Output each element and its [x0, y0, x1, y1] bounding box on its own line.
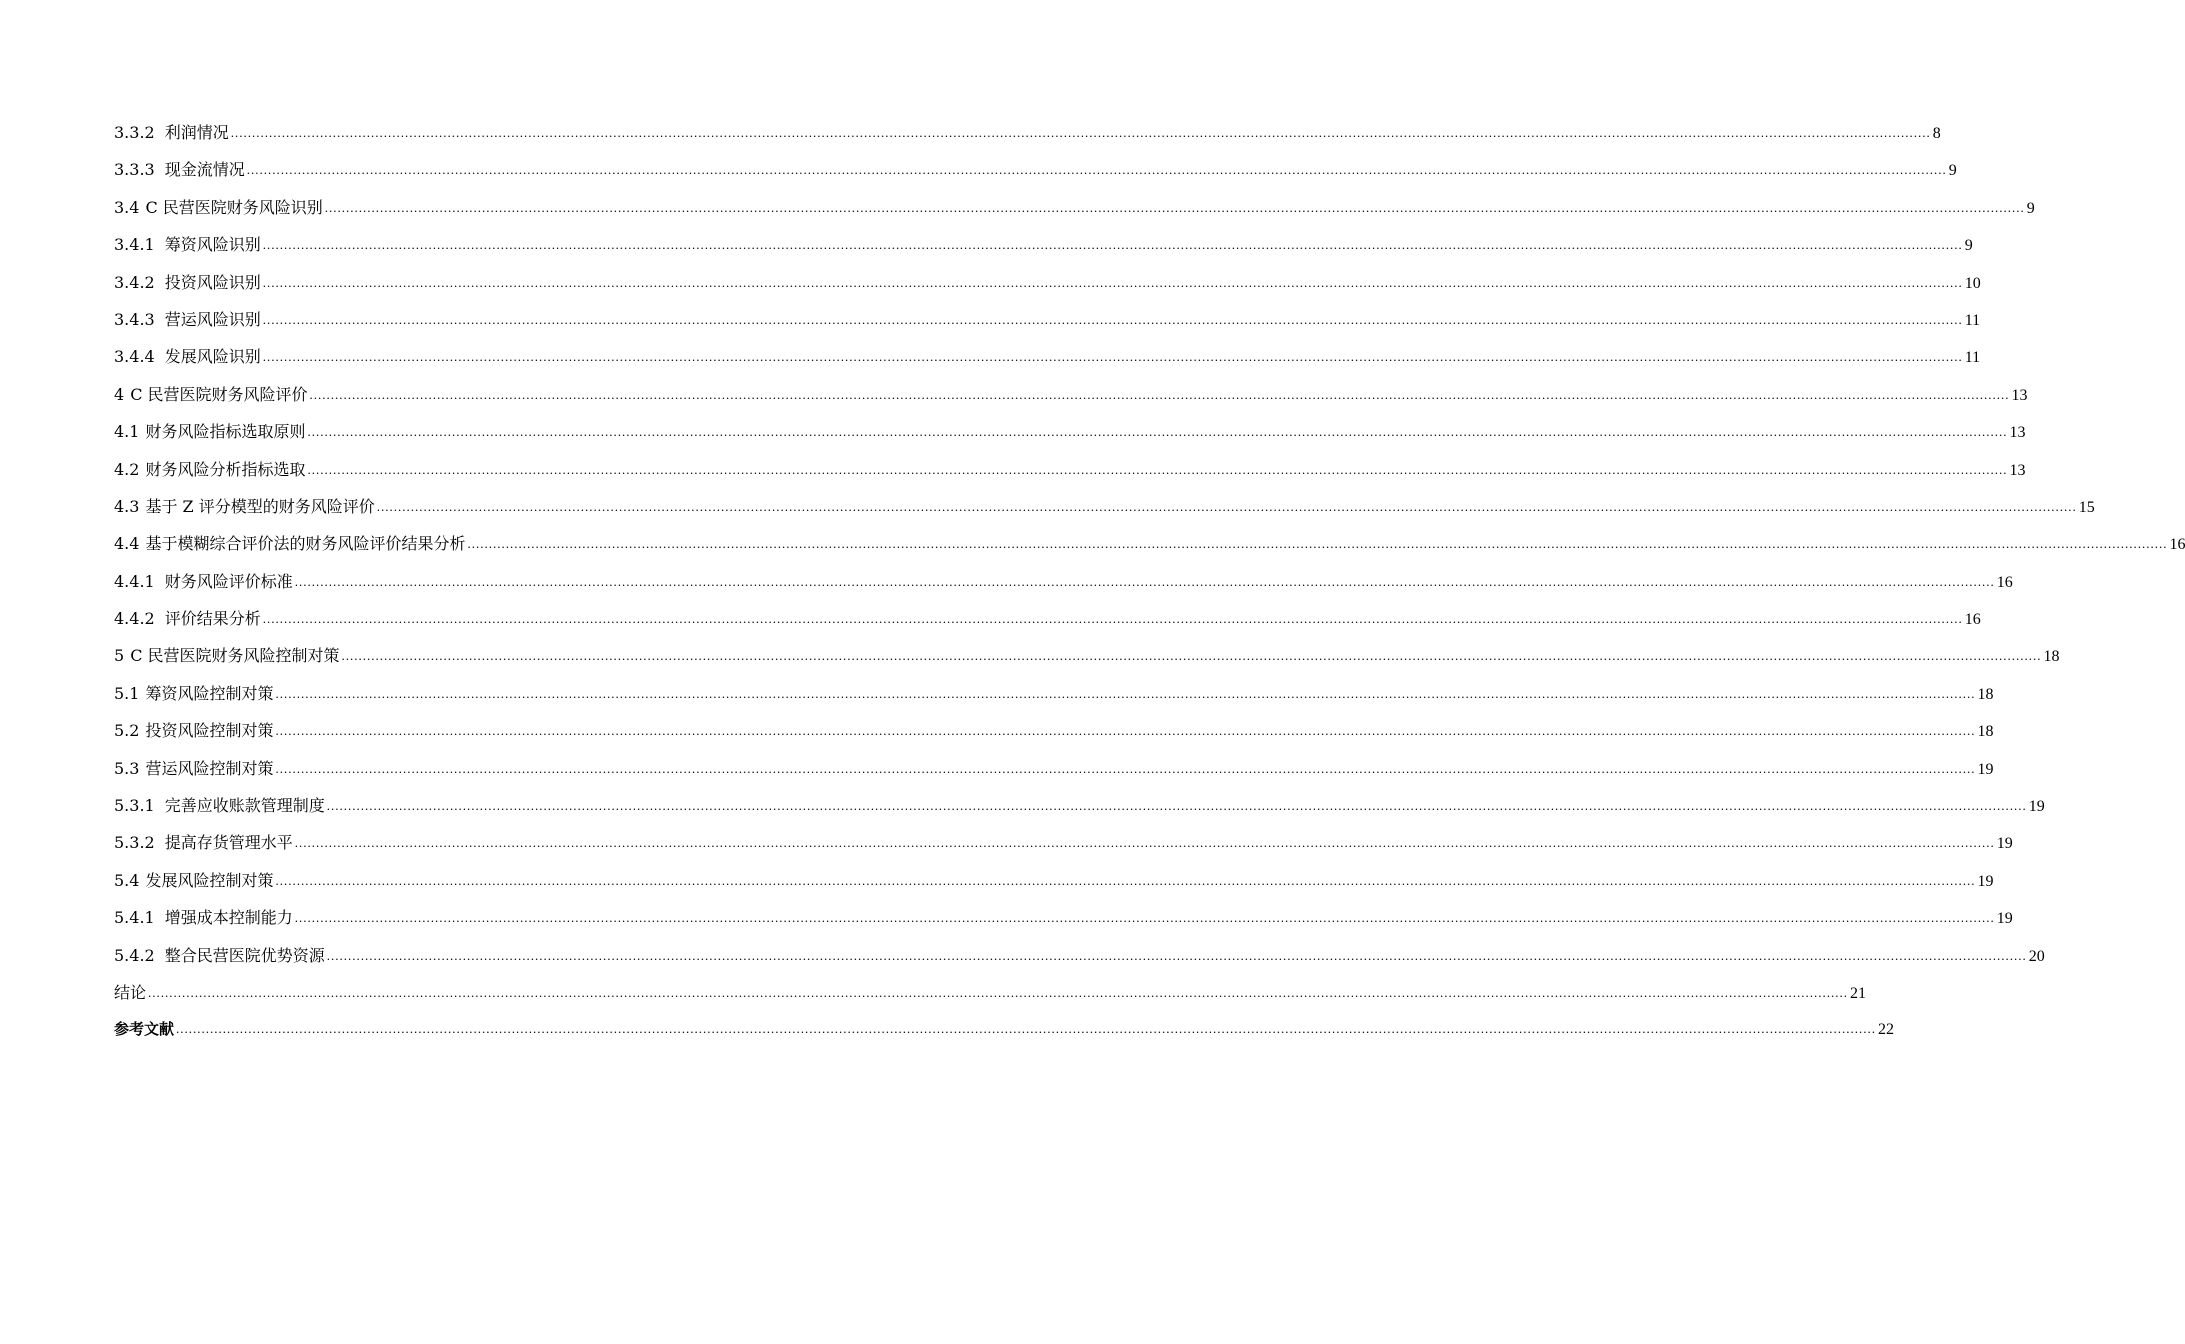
- toc-dot-leader: ................................................................................................................................................................................................................................................................................................................................................................................................................: [148, 984, 1849, 1000]
- toc-entry[interactable]: [114, 824, 2013, 861]
- toc-entry-page: 9: [1964, 237, 1973, 255]
- toc-entry-title: 投资风险控制对策: [145, 721, 274, 741]
- toc-entry-page: 16: [1996, 573, 2013, 591]
- toc-entry-page: 13: [2009, 424, 2026, 442]
- toc-entry-page: 18: [1977, 685, 1994, 703]
- toc-dot-leader: ................................................................................................................................................................................................................................................................................................................................................................................................................: [176, 1021, 1877, 1037]
- toc-dot-leader: ................................................................................................................................................................................................................................................................................................................................................................................................................: [294, 573, 1995, 589]
- toc-dot-leader: ................................................................................................................................................................................................................................................................................................................................................................................................................: [262, 349, 1963, 365]
- toc-entry-page: 18: [1977, 723, 1994, 741]
- toc-entry-page: 19: [1996, 835, 2013, 853]
- toc-entry-number: 5: [114, 646, 125, 666]
- toc-dot-leader: ................................................................................................................................................................................................................................................................................................................................................................................................................: [294, 910, 1995, 926]
- toc-entry-page: 13: [2011, 386, 2028, 404]
- toc-entry-page: 15: [2078, 498, 2095, 516]
- toc-entry-number: 5.3.2: [114, 833, 155, 853]
- toc-entry-number: 4.4.2: [114, 609, 155, 629]
- toc-entry-title: 投资风险识别: [164, 272, 261, 292]
- toc-entry-number: 3.4.4: [114, 347, 155, 367]
- toc-entry-number: 3.4.2: [114, 272, 155, 292]
- toc-entry-number: 3.4.3: [114, 309, 155, 329]
- toc-entry-title: 结论: [114, 982, 147, 1002]
- toc-entry-title: 整合民营医院优势资源: [164, 945, 325, 965]
- toc-entry-page: 19: [1977, 872, 1994, 890]
- toc-entry-number: 4.1: [114, 422, 140, 442]
- toc-entry-number: 5.1: [114, 683, 140, 703]
- toc-entry[interactable]: [114, 488, 2095, 525]
- toc-dot-leader: ................................................................................................................................................................................................................................................................................................................................................................................................................: [275, 723, 1976, 739]
- toc-dot-leader: ................................................................................................................................................................................................................................................................................................................................................................................................................: [341, 648, 2042, 664]
- toc-dot-leader: ................................................................................................................................................................................................................................................................................................................................................................................................................: [376, 498, 2077, 514]
- toc-entry[interactable]: [114, 787, 2045, 824]
- toc-entry-title: 发展风险识别: [164, 347, 261, 367]
- toc-dot-leader: ................................................................................................................................................................................................................................................................................................................................................................................................................: [275, 760, 1976, 776]
- toc-entry-title: 财务风险分析指标选取: [145, 459, 306, 479]
- toc-entry-page: 9: [2026, 199, 2035, 217]
- toc-entry-title: 营运风险控制对策: [145, 758, 274, 778]
- toc-entry-number: 5.4: [114, 870, 140, 890]
- toc-entry-title: 筹资风险控制对策: [145, 683, 274, 703]
- toc-entry-number: 5.4.1: [114, 908, 155, 928]
- toc-entry[interactable]: [114, 376, 2028, 413]
- toc-entry-page: 9: [1948, 162, 1957, 180]
- toc-entry[interactable]: [114, 750, 1994, 787]
- toc-entry-page: 16: [2169, 536, 2185, 554]
- toc-entry-title: 完善应收账款管理制度: [164, 796, 325, 816]
- toc-entry-title: 利润情况: [164, 123, 229, 142]
- toc-entry-title: 财务风险指标选取原则: [145, 422, 306, 442]
- toc-entry[interactable]: [114, 563, 2013, 600]
- toc-entry-page: 19: [1996, 910, 2013, 928]
- toc-entry-page: 18: [2043, 648, 2060, 666]
- toc-dot-leader: ................................................................................................................................................................................................................................................................................................................................................................................................................: [309, 386, 2010, 402]
- toc-entry-title: 增强成本控制能力: [164, 908, 293, 928]
- toc-entry-title: 现金流情况: [164, 160, 245, 180]
- toc-entry[interactable]: [114, 226, 1973, 263]
- toc-entry-title: 提高存货管理水平: [164, 833, 293, 853]
- toc-entry-title: C 民营医院财务风险控制对策: [130, 646, 340, 666]
- toc-entry-number: 4.2: [114, 459, 140, 479]
- toc-dot-leader: ................................................................................................................................................................................................................................................................................................................................................................................................................: [307, 461, 2008, 477]
- toc-entry-number: 4.3: [114, 496, 140, 516]
- toc-dot-leader: ................................................................................................................................................................................................................................................................................................................................................................................................................: [294, 835, 1995, 851]
- toc-entry-page: 13: [2009, 461, 2026, 479]
- toc-entry-number: 3.3.2: [114, 123, 155, 142]
- toc-entry-page: 22: [1878, 1021, 1895, 1039]
- toc-dot-leader: ................................................................................................................................................................................................................................................................................................................................................................................................................: [262, 311, 1963, 327]
- toc-entry-page: 11: [1964, 349, 1981, 367]
- toc-dot-leader: ................................................................................................................................................................................................................................................................................................................................................................................................................: [262, 274, 1963, 290]
- toc-dot-leader: ................................................................................................................................................................................................................................................................................................................................................................................................................: [324, 199, 2025, 215]
- toc-entry-page: 21: [1850, 984, 1867, 1002]
- toc-entry[interactable]: [114, 974, 1867, 1011]
- toc-entry[interactable]: [114, 600, 1981, 637]
- toc-entry-title: 发展风险控制对策: [145, 870, 274, 890]
- toc-entry[interactable]: [114, 525, 2185, 562]
- toc-entry-title: 基于模糊综合评价法的财务风险评价结果分析: [145, 534, 466, 554]
- toc-dot-leader: ................................................................................................................................................................................................................................................................................................................................................................................................................: [275, 872, 1976, 888]
- toc-entry-page: 20: [2028, 947, 2045, 965]
- toc-entry-title: 筹资风险识别: [164, 235, 261, 255]
- toc-entry-title: C 民营医院财务风险识别: [145, 197, 323, 217]
- toc-dot-leader: ................................................................................................................................................................................................................................................................................................................................................................................................................: [230, 125, 1931, 140]
- toc-dot-leader: ................................................................................................................................................................................................................................................................................................................................................................................................................: [326, 798, 2027, 814]
- toc-entry[interactable]: [114, 937, 2045, 974]
- toc-entry[interactable]: [114, 1011, 1895, 1048]
- toc-entry-title: 评价结果分析: [164, 609, 261, 629]
- toc-dot-leader: ................................................................................................................................................................................................................................................................................................................................................................................................................: [467, 536, 2168, 552]
- toc-entry-page: 19: [1977, 760, 1994, 778]
- toc-entry[interactable]: [114, 413, 2026, 450]
- toc-dot-leader: ................................................................................................................................................................................................................................................................................................................................................................................................................: [275, 685, 1976, 701]
- toc-entry[interactable]: [114, 712, 1994, 749]
- toc-dot-leader: ................................................................................................................................................................................................................................................................................................................................................................................................................: [307, 424, 2008, 440]
- table-of-contents: [114, 114, 2185, 1049]
- toc-entry[interactable]: [114, 338, 1981, 375]
- toc-dot-leader: ................................................................................................................................................................................................................................................................................................................................................................................................................: [326, 947, 2027, 963]
- toc-entry-number: 3.4.1: [114, 235, 155, 255]
- toc-entry[interactable]: [114, 151, 1957, 188]
- toc-entry-title: 财务风险评价标准: [164, 571, 293, 591]
- toc-entry-number: 4: [114, 384, 125, 404]
- toc-entry-page: 16: [1964, 611, 1981, 629]
- toc-entry-number: 5.3: [114, 758, 140, 778]
- toc-entry-number: 3.4: [114, 197, 140, 217]
- toc-entry-title: 营运风险识别: [164, 309, 261, 329]
- toc-entry[interactable]: [114, 899, 2013, 936]
- toc-dot-leader: ................................................................................................................................................................................................................................................................................................................................................................................................................: [262, 237, 1963, 253]
- toc-dot-leader: ................................................................................................................................................................................................................................................................................................................................................................................................................: [262, 611, 1963, 627]
- toc-entry[interactable]: [114, 675, 1994, 712]
- toc-entry-title: C 民营医院财务风险评价: [130, 384, 308, 404]
- toc-entry[interactable]: [114, 451, 2026, 488]
- toc-entry-page: 19: [2028, 798, 2045, 816]
- toc-entry-number: 5.2: [114, 721, 140, 741]
- toc-entry[interactable]: [114, 862, 1994, 899]
- toc-entry[interactable]: [114, 189, 2035, 226]
- toc-entry-title: 基于 Z 评分模型的财务风险评价: [145, 496, 375, 516]
- toc-dot-leader: ................................................................................................................................................................................................................................................................................................................................................................................................................: [246, 162, 1947, 178]
- toc-entry-number: 4.4.1: [114, 571, 155, 591]
- toc-entry-title: 参考文献: [114, 1020, 175, 1039]
- toc-entry[interactable]: [114, 301, 1981, 338]
- toc-entry[interactable]: [114, 114, 1941, 151]
- toc-entry-page: 8: [1932, 125, 1941, 142]
- toc-entry-number: 4.4: [114, 534, 140, 554]
- toc-entry[interactable]: [114, 264, 1981, 301]
- toc-entry-number: 3.3.3: [114, 160, 155, 180]
- toc-entry-number: 5.3.1: [114, 796, 155, 816]
- toc-entry-page: 10: [1964, 274, 1981, 292]
- toc-entry-page: 11: [1964, 311, 1981, 329]
- toc-entry-number: 5.4.2: [114, 945, 155, 965]
- toc-entry[interactable]: [114, 637, 2060, 674]
